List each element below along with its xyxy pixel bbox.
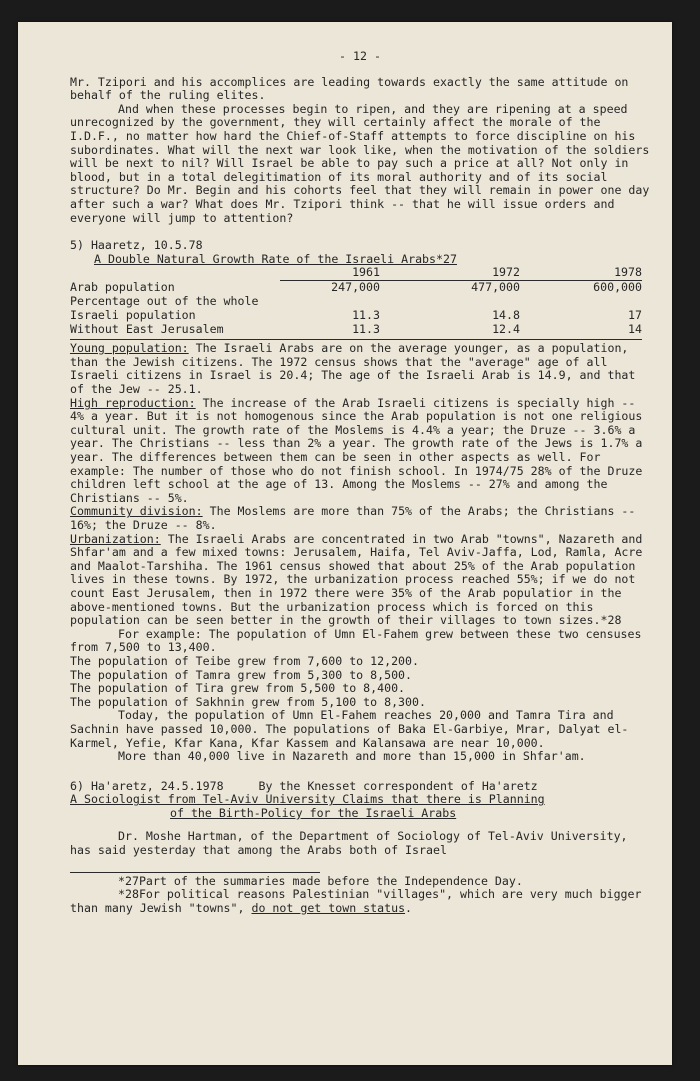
table-cell: 477,000 — [471, 280, 520, 295]
high-text: The increase of the Arab Israeli citizens is specially high -- 4% a year. But it is not homogenous since the Arab population is not one religious cultural unit. The growth rate of the Moslems is 4.4% a year; the Druze -- 3.6% a year. The Christians -- less than 2% a year. The growth rate of the Jews is 1.7% a year. The differences between them can be seen in other aspects as well. For example: The number of those who do not finish school. In 1974/75 28% of the Druze children left school at the age of 13. Among the Moslems -- 27% and among the Christians -- 5%. — [70, 395, 643, 505]
footnote-28 — [70, 888, 650, 915]
footnote-28-underlined: do not get town status — [251, 900, 406, 915]
table-cell: 14.8 — [492, 307, 520, 322]
intro-paragraph-1: Mr. Tzipori and his accomplices are leading towards exactly the same attitude on behalf of the ruling elites. — [70, 74, 629, 103]
table-cell: 12.4 — [492, 321, 520, 336]
example-line: The population of Sakhnin grew from 5,100 to 8,300. — [70, 694, 426, 709]
section6-source: 6) Ha'aretz, 24.5.1978 By the Knesset correspondent of Ha'aretz — [70, 778, 538, 793]
row-label: Arab population — [70, 279, 175, 294]
table-row — [70, 295, 642, 309]
table-cell: 11.3 — [352, 321, 380, 336]
footnote-27: *27Part of the summaries made before the Independence Day. — [118, 873, 523, 888]
nazareth-paragraph: More than 40,000 live in Nazareth and more than 15,000 in Shfar'am. — [118, 749, 586, 764]
document-page — [18, 22, 672, 1065]
community-text: The Moslems are more than 75% of the Arabs; the Christians -- 16%; the Druze -- 8%. — [70, 504, 636, 533]
table-row — [70, 309, 642, 323]
table-cell: 247,000 — [331, 280, 380, 295]
row-label: Israeli population — [70, 307, 196, 322]
example-line: The population of Tira grew from 5,500 to 8,400. — [70, 681, 406, 696]
table-row — [70, 281, 642, 295]
year-1978: 1978 — [520, 266, 642, 280]
high-reproduction-paragraph — [70, 397, 650, 506]
community-division-paragraph — [70, 505, 650, 532]
urban-text: The Israeli Arabs are concentrated in two Arab "towns", Nazareth and Shfar'am and a few mixed towns: Jerusalem, Haifa, Tel Aviv-Jaffa, Lod, Ramla, Acre and Maalot-Tarshiha. The 1961 census showed that about 25% of the Arab population lives in these towns. By 1972, the urbanization process reached 55%; if we do not count East Jerusalem, then in 1972 there were 35% of the Arab populatior in the above-mentioned towns. But the urbanization process which is forced on this population can be seen better in the growth of their villages to town sizes.*28 — [70, 531, 643, 628]
section6-title-line2: of the Birth-Policy for the Israeli Arabs — [170, 805, 457, 820]
example-line: For example: The population of Umn El-Fahem grew between these two censuses from 7,500 to 13,400. — [70, 626, 642, 655]
table-cell: 600,000 — [593, 280, 642, 295]
footnote-28-end: . — [405, 900, 413, 915]
section6-body: Dr. Moshe Hartman, of the Department of Sociology of Tel-Aviv University, has said yesterday that among the Arabs both of Israel — [70, 829, 628, 858]
intro-paragraph-2: And when these processes begin to ripen, and they are ripening at a speed unrecognized by the government, they will certainly affect the morale of the I.D.F., no matter how hard the Chief-of-Staff attempts to force discipline on his subordinates. What will the next war look like, when the motivation of the soldiers will be next to nil? Will Israel be able to pay such a price at all? Not only in blood, but in a total delegitimation of its moral authority and of its social structure? Do Mr. Begin and his cohorts feel that they will remain in power one day after such a war? What does Mr. Tzipori think -- that he will issue orders and everyone will jump to attention? — [70, 101, 650, 225]
table-cell: 11.3 — [352, 307, 380, 322]
row-label: Without East Jerusalem — [70, 321, 224, 336]
typed-text — [70, 50, 650, 915]
example-line: The population of Tamra grew from 5,300 to 8,500. — [70, 667, 413, 682]
young-heading: Young population: — [70, 341, 189, 356]
community-heading: Community division: — [70, 504, 203, 519]
year-1961: 1961 — [280, 266, 380, 280]
page-number: - 12 - — [339, 49, 381, 63]
example-line: The population of Teibe grew from 7,600 to 12,200. — [70, 653, 420, 668]
section6-title-line1: A Sociologist from Tel-Aviv University Claims that there is Planning — [70, 792, 545, 807]
urbanization-paragraph — [70, 533, 650, 628]
young-text: The Israeli Arabs are on the average younger, as a population, than the Jewish citizens. The 1972 census shows that the "average" age of all Israeli citizens in Israel is 20.4; The age of the Israeli Arab is 14.9, and that of the Jew -- 25.1. — [70, 341, 636, 397]
divider — [70, 339, 642, 340]
high-heading: High reproduction: — [70, 395, 196, 410]
table-cell: 14 — [628, 321, 642, 336]
footnote-divider — [70, 872, 320, 873]
table-cell: 17 — [628, 307, 642, 322]
row-label: Percentage out of the whole — [70, 293, 259, 308]
table-header-row — [70, 266, 642, 280]
today-paragraph: Today, the population of Umn El-Fahem reaches 20,000 and Tamra Tira and Sachnin have passed 10,000. The populations of Baka El-Garbiye, Mrar, Dalyat el-Karmel, Yefie, Kfar Kana, Kfar Kassem and Kalansawa are near 10,000. — [70, 708, 629, 750]
section5-title: A Double Natural Growth Rate of the Israeli Arabs*27 — [94, 251, 457, 266]
year-1972: 1972 — [380, 266, 520, 280]
footnote-28-text: *28For political reasons Palestinian "villages", which are very much bigger than many Jewish "towns", — [70, 887, 642, 915]
section5-source: 5) Haaretz, 10.5.78 — [70, 238, 203, 253]
population-table — [70, 266, 642, 336]
young-population-paragraph — [70, 342, 650, 396]
table-row — [70, 323, 642, 337]
urban-heading: Urbanization: — [70, 531, 161, 546]
